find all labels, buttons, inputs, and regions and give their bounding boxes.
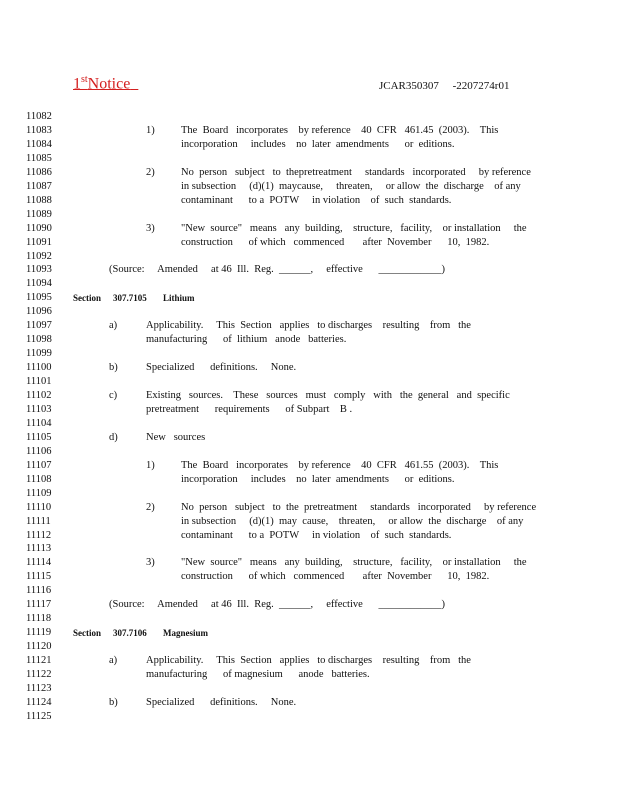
line-number: 11112	[26, 529, 52, 541]
document-line	[0, 375, 618, 389]
document-line	[0, 626, 618, 640]
line-text: Existing sources. These sources must comply with the general and specific	[146, 390, 510, 401]
document-line	[0, 138, 618, 152]
line-text: incorporation includes no later amendments or editions.	[181, 138, 455, 150]
document-line	[0, 250, 618, 264]
document-line	[0, 487, 618, 501]
document-line	[0, 263, 618, 277]
section-heading-text: 307.7106	[113, 628, 147, 639]
line-number: 11084	[26, 138, 52, 150]
document-line	[0, 417, 618, 431]
line-number: 11117	[26, 599, 52, 611]
document-line	[0, 277, 618, 291]
line-text: Applicability. This Section applies to discharges resulting from the	[146, 320, 471, 332]
document-line	[0, 305, 618, 319]
document-line	[0, 556, 618, 570]
document-line	[0, 194, 618, 208]
line-text: b)	[109, 362, 118, 374]
line-number: 11086	[26, 166, 52, 178]
line-number: 11109	[26, 487, 52, 499]
line-number: 11083	[26, 124, 52, 136]
line-text: 1)	[146, 124, 155, 136]
line-text: (Source: Amended at 46 Ill. Reg. ______, effective ____________)	[109, 599, 446, 611]
document-line	[0, 222, 618, 236]
document-line	[0, 403, 618, 417]
document-line	[0, 124, 618, 138]
document-line	[0, 584, 618, 598]
line-number: 11087	[26, 180, 52, 192]
document-line	[0, 710, 618, 724]
line-text: 2)	[146, 166, 155, 178]
line-text: The Board incorporates by reference 40 CFR 461.55 (2003). This	[181, 459, 499, 471]
line-text: incorporation includes no later amendments or editions.	[181, 473, 455, 485]
line-text: in subsection (d)(1) may cause, threaten, or allow the discharge of any	[181, 515, 524, 527]
line-number: 11108	[26, 473, 52, 485]
line-number: 11094	[26, 278, 52, 290]
line-number: 11115	[26, 571, 52, 583]
document-line	[0, 640, 618, 654]
line-text: "New source" means any building, structure, facility, or installation the	[181, 222, 527, 234]
document-line	[0, 473, 618, 487]
line-text: Specialized definitions. None.	[146, 696, 297, 708]
document-line	[0, 654, 618, 668]
line-number: 11122	[26, 669, 52, 680]
section-heading-text: Magnesium	[163, 628, 208, 639]
line-number: 11092	[26, 250, 52, 262]
line-number: 11091	[26, 236, 52, 248]
line-text: "New source" means any building, structure, facility, or installation the	[181, 557, 527, 569]
line-text: New sources	[146, 431, 206, 443]
line-text: No person subject to thepretreatment standards incorporated by reference	[181, 166, 531, 178]
line-number: 11099	[26, 348, 52, 360]
line-text: construction of which commenced after November 10, 1982.	[181, 571, 490, 583]
line-number: 11088	[26, 194, 52, 206]
document-line	[0, 110, 618, 124]
line-text: The Board incorporates by reference 40 CFR 461.45 (2003). This	[181, 124, 499, 136]
line-text: manufacturing of lithium anode batteries.	[146, 334, 347, 346]
document-line	[0, 612, 618, 626]
document-line	[0, 445, 618, 459]
line-number: 11111	[26, 515, 51, 527]
line-number: 11118	[26, 613, 52, 625]
line-text: c)	[109, 390, 118, 401]
line-number: 11100	[26, 362, 52, 374]
line-number: 11098	[26, 334, 52, 346]
document-line	[0, 501, 618, 515]
line-number: 11119	[26, 627, 52, 639]
line-number: 11105	[26, 431, 52, 443]
document-line	[0, 347, 618, 361]
document-line	[0, 152, 618, 166]
line-number: 11114	[26, 557, 52, 569]
section-heading-text: Section	[73, 293, 101, 304]
document-line	[0, 542, 618, 556]
line-text: Specialized definitions. None.	[146, 362, 297, 374]
document-line	[0, 166, 618, 180]
line-number: 11106	[26, 445, 52, 457]
line-text: a)	[109, 655, 118, 667]
line-text: manufacturing of magnesium anode batteries.	[146, 669, 370, 680]
line-number: 11085	[26, 152, 52, 164]
document-line	[0, 389, 618, 403]
document-line	[0, 236, 618, 250]
line-number: 11095	[26, 292, 52, 304]
line-text: (Source: Amended at 46 Ill. Reg. ______, effective ____________)	[109, 264, 446, 276]
line-number: 11093	[26, 264, 52, 276]
notice-label: 1stNotice	[73, 74, 131, 93]
document-line	[0, 291, 618, 305]
line-number: 11103	[26, 403, 52, 415]
line-text: contaminant to a POTW in violation of such standards.	[181, 194, 452, 206]
line-text: 3)	[146, 557, 155, 569]
line-text: d)	[109, 431, 118, 443]
document-line	[0, 459, 618, 473]
page-header	[73, 74, 593, 98]
document-line	[0, 668, 618, 682]
line-text: 1)	[146, 459, 155, 471]
line-number: 11116	[26, 585, 52, 597]
line-text: construction of which commenced after November 10, 1982.	[181, 236, 490, 248]
line-number: 11120	[26, 641, 52, 653]
line-text: in subsection (d)(1) maycause, threaten, or allow the discharge of any	[181, 180, 521, 192]
line-number: 11089	[26, 208, 52, 220]
line-number: 11107	[26, 459, 52, 471]
line-number: 11121	[26, 655, 52, 667]
document-line	[0, 208, 618, 222]
line-number: 11104	[26, 417, 52, 429]
document-line	[0, 696, 618, 710]
document-line	[0, 361, 618, 375]
line-text: 2)	[146, 501, 155, 513]
line-text: 3)	[146, 222, 155, 234]
document-line	[0, 319, 618, 333]
document-line	[0, 333, 618, 347]
line-number: 11123	[26, 682, 52, 694]
line-text: contaminant to a POTW in violation of such standards.	[181, 529, 452, 541]
line-text: b)	[109, 696, 118, 708]
line-text: pretreatment requirements of Subpart B .	[146, 403, 353, 415]
document-line	[0, 682, 618, 696]
line-number: 11113	[26, 543, 52, 555]
line-text: a)	[109, 320, 118, 332]
document-line	[0, 180, 618, 194]
line-number: 11101	[26, 376, 52, 388]
line-number: 11090	[26, 222, 52, 234]
line-text: No person subject to the pretreatment standards incorporated by reference	[181, 501, 537, 513]
document-line	[0, 529, 618, 543]
line-number: 11110	[26, 501, 52, 513]
document-line	[0, 431, 618, 445]
document-line	[0, 570, 618, 584]
line-text: Applicability. This Section applies to discharges resulting from the	[146, 655, 471, 667]
line-number: 11102	[26, 390, 52, 401]
section-heading-text: 307.7105	[113, 293, 147, 304]
line-number: 11082	[26, 111, 52, 122]
line-number: 11097	[26, 320, 52, 332]
line-number: 11125	[26, 710, 52, 722]
section-heading-text: Section	[73, 628, 101, 639]
jcar-reference: JCAR350307 -2207274r01	[379, 80, 510, 92]
line-number: 11124	[26, 696, 52, 708]
line-number: 11096	[26, 306, 52, 318]
document-line	[0, 598, 618, 612]
document-line	[0, 515, 618, 529]
section-heading-text: Lithium	[163, 293, 195, 304]
